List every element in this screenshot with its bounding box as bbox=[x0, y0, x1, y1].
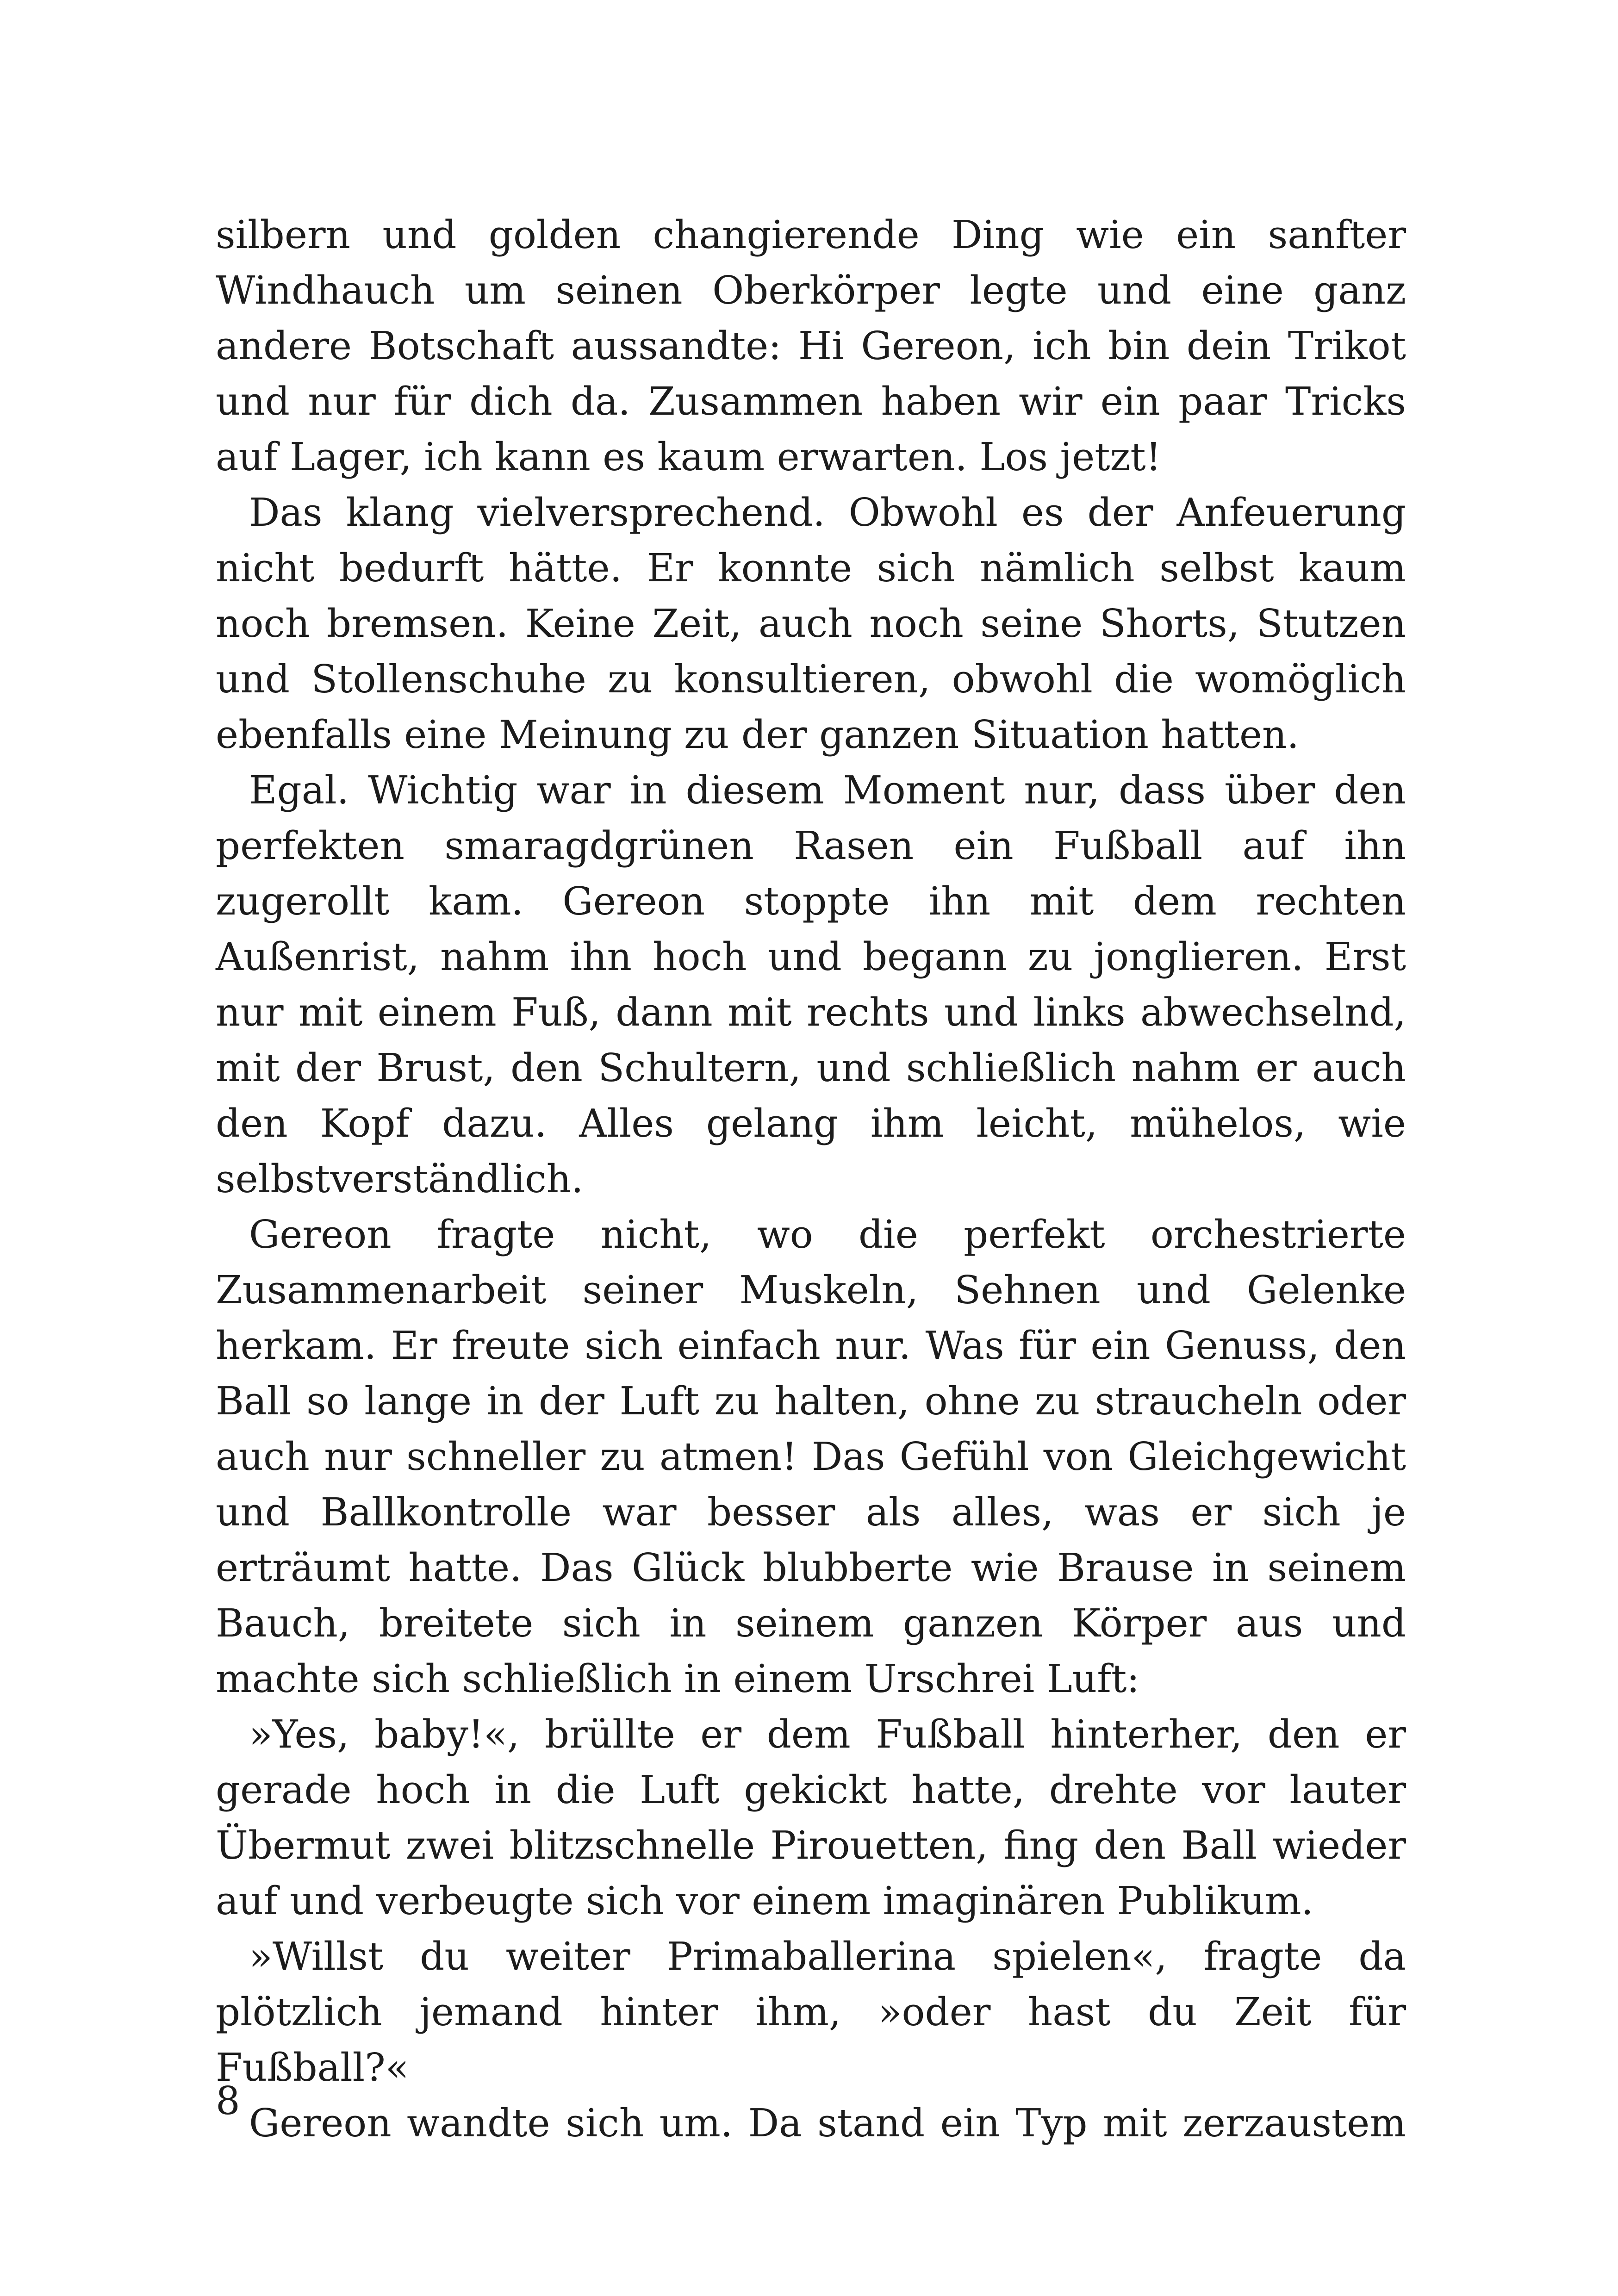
paragraph-2: Das klang vielversprechend. Obwohl es der Anfeuerung nicht bedurft hätte. Er konnte sich nämlich selbst kaum noch bremsen. Keine Zeit, auch noch seine Shorts, Stutzen und Stollenschuhe zu konsultieren, obwohl die womöglich ebenfalls eine Meinung zu der ganzen Situation hatten. bbox=[216, 490, 1406, 757]
paragraph-7: Gereon wandte sich um. Da stand ein Typ mit zerzaustem bbox=[249, 2101, 1406, 2146]
page-number: 8 bbox=[216, 2078, 240, 2123]
body-text bbox=[216, 207, 1406, 2151]
paragraph-4: Gereon fragte nicht, wo die perfekt orchestrierte Zusammenarbeit seiner Muskeln, Sehnen und Gelenke herkam. Er freute sich einfach nur. Was für ein Genuss, den Ball so lange in der Luft zu halten, ohne zu straucheln oder auch nur schneller zu atmen! Das Gefühl von Gleichgewicht und Ballkontrolle war besser als alles, was er sich je erträumt hatte. Das Glück blubberte wie Brause in seinem Bauch, breitete sich in seinem ganzen Körper aus und machte sich schließlich in einem Urschrei Luft: bbox=[216, 1212, 1406, 1701]
paragraph-6: »Willst du weiter Primaballerina spielen«, fragte da plötzlich jemand hinter ihm, »oder hast du Zeit für Fußball?« bbox=[216, 1934, 1406, 2090]
paragraph-1: silbern und golden changierende Ding wie ein sanfter Windhauch um seinen Oberkörper legte und eine ganz andere Botschaft aussandte: Hi Gereon, ich bin dein Trikot und nur für dich da. Zusammen haben wir ein paar Tricks auf Lager, ich kann es kaum erwarten. Los jetzt! bbox=[216, 212, 1406, 479]
paragraph-3: Egal. Wichtig war in diesem Moment nur, dass über den perfekten smaragdgrünen Rasen ein Fußball auf ihn zugerollt kam. Gereon stoppte ihn mit dem rechten Außenrist, nahm ihn hoch und begann zu jonglieren. Erst nur mit einem Fuß, dann mit rechts und links abwechselnd, mit der Brust, den Schultern, und schließlich nahm er auch den Kopf dazu. Alles gelang ihm leicht, mühelos, wie selbstverständlich. bbox=[216, 768, 1406, 1201]
paragraph-5: »Yes, baby!«, brüllte er dem Fußball hinterher, den er gerade hoch in die Luft gekickt hatte, drehte vor lauter Übermut zwei blitzschnelle Pirouetten, fing den Ball wieder auf und verbeugte sich vor einem imaginären Publikum. bbox=[216, 1712, 1406, 1923]
